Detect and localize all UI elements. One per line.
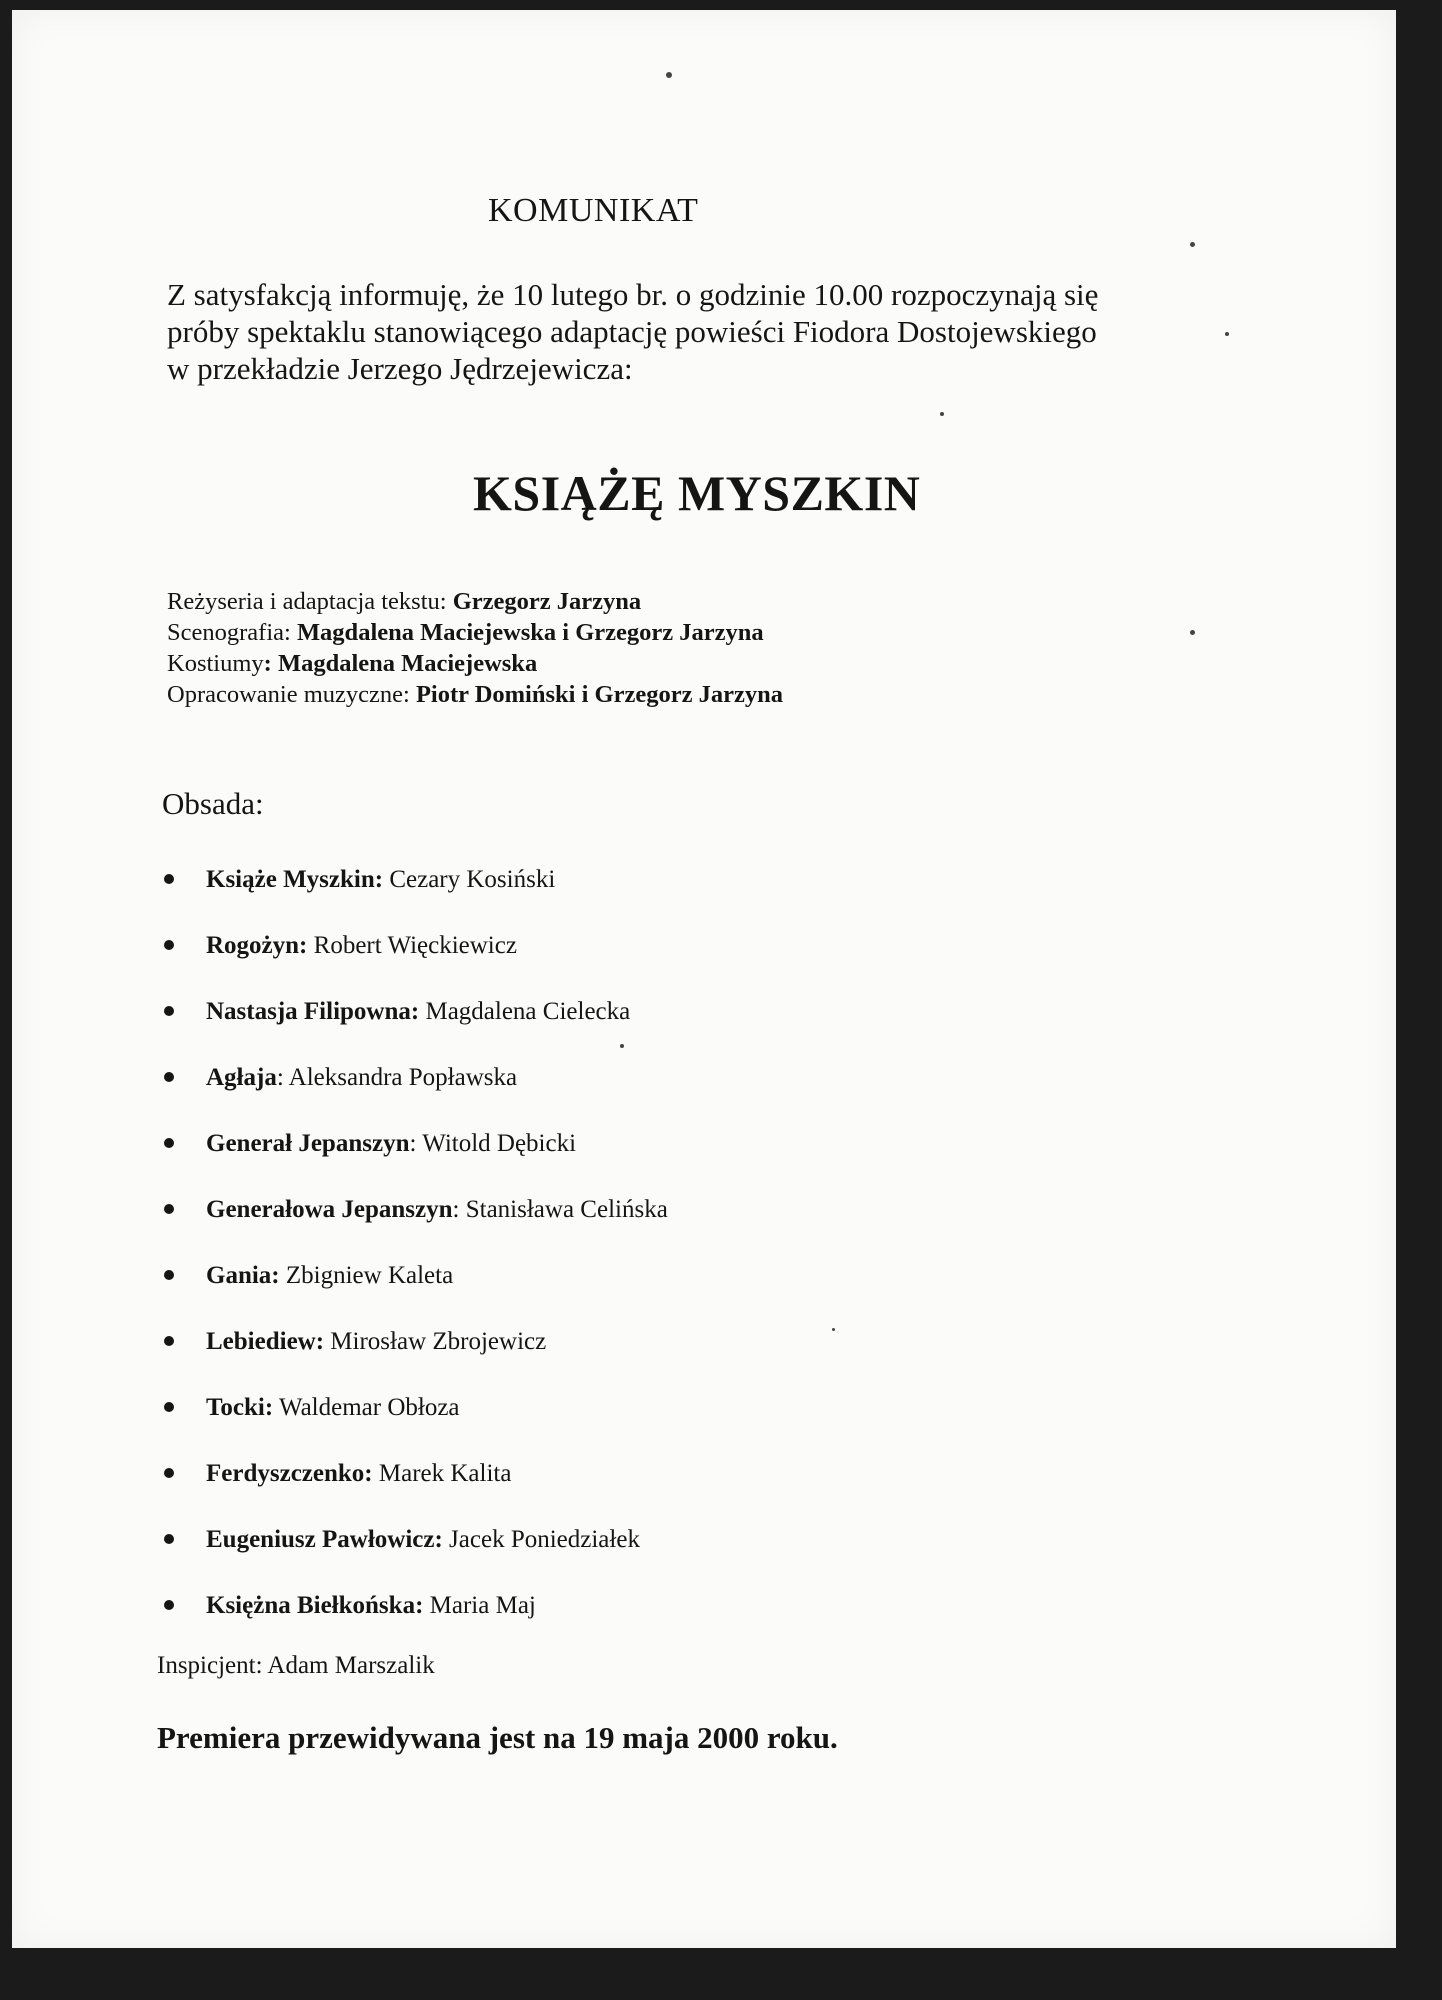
inspicjent-line: Inspicjent: Adam Marszalik xyxy=(157,1652,435,1679)
scan-speck xyxy=(666,72,672,78)
cast-item xyxy=(160,928,668,994)
cast-role: Eugeniusz Pawłowicz: xyxy=(206,1526,443,1553)
production-title: KSIĄŻĘ MYSZKIN xyxy=(473,465,921,521)
cast-role: Tocki: xyxy=(206,1394,274,1421)
cast-item xyxy=(160,1258,668,1324)
cast-actor: Aleksandra Popławska xyxy=(288,1064,518,1091)
credit-value: Magdalena Maciejewska i Grzegorz Jarzyna xyxy=(296,619,764,646)
cast-role: Agłaja xyxy=(206,1064,277,1091)
credit-label: Opracowanie muzyczne: xyxy=(167,681,416,708)
credit-line xyxy=(167,617,783,648)
bullet-icon xyxy=(164,1270,174,1280)
bullet-icon xyxy=(164,1336,174,1346)
cast-item xyxy=(160,1588,668,1654)
cast-actor: Magdalena Cielecka xyxy=(425,998,631,1025)
bullet-icon xyxy=(164,1600,174,1610)
cast-heading: Obsada: xyxy=(162,786,264,821)
scan-speck xyxy=(1190,242,1195,247)
cast-list xyxy=(160,862,668,1654)
cast-actor: Maria Maj xyxy=(429,1592,536,1619)
credit-line xyxy=(167,648,783,679)
bullet-icon xyxy=(164,940,174,950)
credit-line xyxy=(167,679,783,710)
cast-item xyxy=(160,994,668,1060)
credit-value: Piotr Domiński i Grzegorz Jarzyna xyxy=(415,681,783,708)
premiere-announcement: Premiera przewidywana jest na 19 maja 2000 roku. xyxy=(157,1720,838,1755)
cast-role: Gania: xyxy=(206,1262,280,1289)
credit-label: Scenografia: xyxy=(167,619,297,646)
document-heading: KOMUNIKAT xyxy=(488,192,699,229)
cast-role: Książe Myszkin: xyxy=(206,866,384,893)
scan-speck xyxy=(940,412,944,416)
intro-line: próby spektaklu stanowiącego adaptację powieści Fiodora Dostojewskiego xyxy=(167,314,1097,349)
cast-item xyxy=(160,1192,668,1258)
scan-speck xyxy=(832,1328,835,1331)
credit-value: : Magdalena Maciejewska xyxy=(263,650,538,677)
credit-value: Grzegorz Jarzyna xyxy=(452,588,642,615)
credit-label: Reżyseria i adaptacja tekstu: xyxy=(167,588,453,615)
cast-item xyxy=(160,1456,668,1522)
cast-role: Generałowa Jepanszyn xyxy=(206,1196,453,1223)
cast-role: Księżna Biełkońska: xyxy=(206,1592,424,1619)
bullet-icon xyxy=(164,874,174,884)
cast-actor: Mirosław Zbrojewicz xyxy=(330,1328,547,1355)
bullet-icon xyxy=(164,1468,174,1478)
credit-label: Kostiumy xyxy=(167,650,264,677)
intro-line: w przekładzie Jerzego Jędrzejewicza: xyxy=(167,351,633,386)
cast-item xyxy=(160,862,668,928)
cast-separator: : xyxy=(409,1130,423,1157)
bullet-icon xyxy=(164,1072,174,1082)
cast-item xyxy=(160,1390,668,1456)
bullet-icon xyxy=(164,1534,174,1544)
cast-separator: : xyxy=(276,1064,289,1091)
credit-line xyxy=(167,586,783,617)
cast-item xyxy=(160,1060,668,1126)
cast-role: Generał Jepanszyn xyxy=(206,1130,410,1157)
intro-line: Z satysfakcją informuję, że 10 lutego br. o godzinie 10.00 rozpoczynają się xyxy=(167,277,1099,312)
cast-role: Lebiediew: xyxy=(206,1328,325,1355)
bullet-icon xyxy=(164,1138,174,1148)
scan-speck xyxy=(1225,332,1229,336)
credits-block xyxy=(167,586,783,710)
cast-actor: Zbigniew Kaleta xyxy=(285,1262,454,1289)
cast-actor: Marek Kalita xyxy=(378,1460,512,1487)
cast-actor: Cezary Kosiński xyxy=(389,866,556,893)
cast-actor: Waldemar Obłoza xyxy=(278,1394,460,1421)
cast-actor: Jacek Poniedziałek xyxy=(449,1526,640,1553)
cast-item xyxy=(160,1126,668,1192)
bullet-icon xyxy=(164,1006,174,1016)
cast-actor: Robert Więckiewicz xyxy=(313,932,517,959)
cast-actor: Stanisława Celińska xyxy=(465,1196,668,1223)
scan-speck xyxy=(1190,630,1195,635)
cast-actor: Witold Dębicki xyxy=(422,1130,577,1157)
cast-item xyxy=(160,1324,668,1390)
cast-role: Ferdyszczenko: xyxy=(206,1460,373,1487)
bullet-icon xyxy=(164,1204,174,1214)
intro-paragraph xyxy=(167,276,1098,387)
bullet-icon xyxy=(164,1402,174,1412)
cast-role: Nastasja Filipowna: xyxy=(206,998,420,1025)
cast-item xyxy=(160,1522,668,1588)
cast-separator: : xyxy=(452,1196,466,1223)
cast-role: Rogożyn: xyxy=(206,932,308,959)
